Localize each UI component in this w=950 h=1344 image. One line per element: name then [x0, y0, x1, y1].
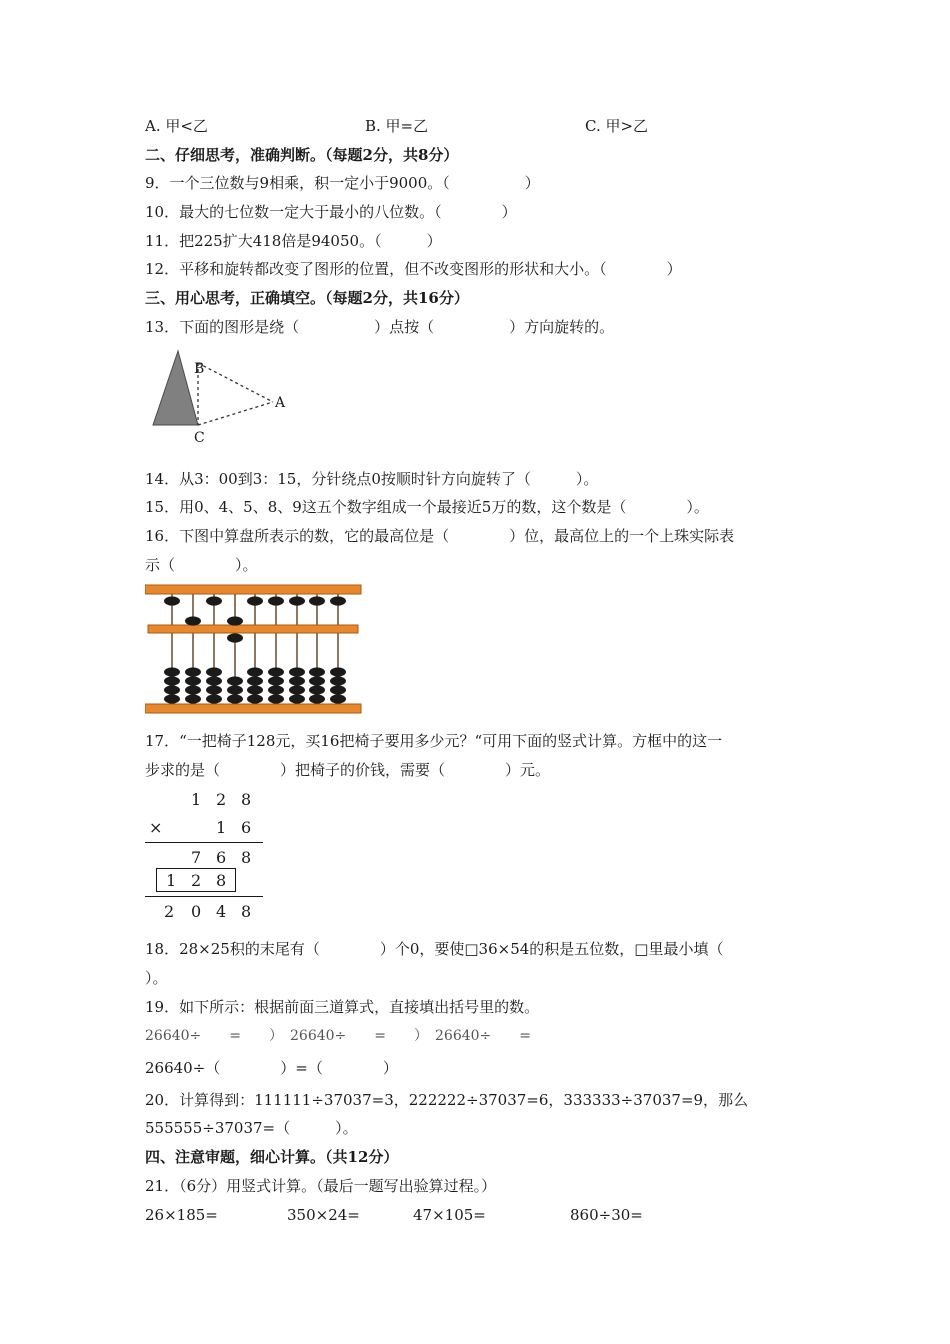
question-11: 11．把225扩大418倍是94050。（ ）	[145, 232, 442, 250]
abacus-bead	[247, 596, 263, 605]
abacus-bead	[164, 596, 180, 605]
digit: 7	[191, 848, 202, 867]
question-21: 21．（6分）用竖式计算。（最后一题写出验算过程。）	[145, 1177, 497, 1195]
q19-equation-d: 26640÷（ ）=（ ）	[145, 1059, 398, 1077]
question-20-line1: 20．计算得到：111111÷37037=3，222222÷37037=6，333333÷37037=9，那么	[145, 1091, 749, 1109]
q19-equation-a: 26640÷ = ）	[145, 1028, 283, 1044]
abacus-bead	[164, 676, 180, 685]
digit: 2	[164, 902, 175, 921]
digit: 8	[241, 902, 252, 921]
section4-title: 四、注意审题，细心计算。（共12分）	[145, 1148, 399, 1166]
label-c: C	[194, 430, 205, 446]
digit: 8	[216, 871, 227, 890]
abacus-bead	[289, 694, 305, 703]
abacus-bead	[185, 616, 201, 625]
abacus-bead	[227, 616, 243, 625]
section3-title: 三、用心思考，正确填空。（每题2分，共16分）	[145, 289, 469, 307]
abacus-bead	[227, 633, 243, 642]
dashed-edge-ba	[198, 363, 273, 402]
abacus-bead	[206, 676, 222, 685]
abacus-bead	[164, 694, 180, 703]
abacus-bead	[185, 676, 201, 685]
abacus-bead	[185, 685, 201, 694]
question-16-line2: 示（ ）。	[145, 556, 258, 574]
option-b: B. 甲=乙	[365, 117, 429, 135]
abacus-middle-beam	[148, 625, 358, 633]
digit: 6	[216, 848, 227, 867]
abacus-bead	[247, 694, 263, 703]
abacus-figure	[145, 582, 363, 718]
digit: 6	[241, 818, 252, 837]
abacus-bead	[185, 694, 201, 703]
option-a: A. 甲<乙	[145, 117, 208, 135]
question-14: 14．从3：00到3：15，分针绕点0按顺时针方向旋转了（ ）。	[145, 470, 599, 488]
abacus-bead	[330, 596, 346, 605]
digit: 1	[216, 818, 227, 837]
sum-line	[145, 896, 263, 897]
digit: 2	[191, 871, 202, 890]
abacus-bead	[289, 676, 305, 685]
abacus-bead	[268, 685, 284, 694]
digit: 1	[166, 871, 177, 890]
abacus-bead	[330, 694, 346, 703]
question-17-line2: 步求的是（ ）把椅子的价钱，需要（ ）元。	[145, 761, 551, 779]
question-12: 12．平移和旋转都改变了图形的位置，但不改变图形的形状和大小。（ ）	[145, 260, 682, 278]
abacus-bead	[289, 685, 305, 694]
abacus-bead	[227, 676, 243, 685]
question-10: 10．最大的七位数一定大于最小的八位数。（ ）	[145, 203, 517, 221]
digit: 0	[191, 902, 202, 921]
question-18-line2: ）。	[145, 969, 168, 987]
question-20-line2: 555555÷37037=（ ）。	[145, 1119, 358, 1137]
multiply-sign: ×	[149, 818, 163, 837]
abacus-bead	[227, 694, 243, 703]
digit: 4	[216, 902, 227, 921]
question-9: 9．一个三位数与9相乘，积一定小于9000。（ ）	[145, 174, 540, 192]
abacus-bead	[247, 685, 263, 694]
q19-equation-c: 26640÷ =	[435, 1028, 531, 1044]
abacus-bead	[164, 667, 180, 676]
product-line	[145, 842, 263, 843]
vertical-multiplication	[145, 788, 265, 923]
abacus-bead	[268, 694, 284, 703]
abacus-bead	[268, 596, 284, 605]
abacus-bead	[206, 596, 222, 605]
abacus-bead	[330, 667, 346, 676]
digit: 1	[191, 790, 202, 809]
abacus-bead	[309, 694, 325, 703]
calc-3: 47×105=	[413, 1206, 486, 1224]
question-17-line1: 17．“一把椅子128元，买16把椅子要用多少元？“可用下面的竖式计算。方框中的这一	[145, 732, 723, 750]
question-19: 19．如下所示：根据前面三道算式，直接填出括号里的数。	[145, 998, 540, 1016]
label-a: A	[275, 395, 286, 411]
abacus-bottom-bar	[145, 704, 361, 713]
abacus-bead	[309, 676, 325, 685]
gray-triangle	[153, 351, 198, 425]
abacus-bead	[206, 667, 222, 676]
digit: 8	[241, 790, 252, 809]
abacus-bead	[289, 667, 305, 676]
question-16-line1: 16．下图中算盘所表示的数，它的最高位是（ ）位，最高位上的一个上珠实际表	[145, 527, 735, 545]
rotation-figure	[145, 345, 305, 450]
dashed-edge-ca	[198, 402, 273, 425]
abacus-top-bar	[145, 585, 361, 594]
abacus-bead	[330, 676, 346, 685]
section2-title: 二、仔细思考，准确判断。（每题2分，共8分）	[145, 146, 459, 164]
abacus-bead	[330, 685, 346, 694]
q19-equation-b: 26640÷ = ）	[290, 1028, 428, 1044]
abacus-bead	[247, 676, 263, 685]
abacus-bead	[227, 685, 243, 694]
abacus-bead	[164, 685, 180, 694]
label-b: B	[194, 361, 205, 377]
abacus-bead	[206, 694, 222, 703]
abacus-bead	[309, 685, 325, 694]
digit: 8	[241, 848, 252, 867]
abacus-bead	[289, 596, 305, 605]
option-c: C. 甲>乙	[585, 117, 649, 135]
abacus-bead	[268, 667, 284, 676]
calc-1: 26×185=	[145, 1206, 218, 1224]
abacus-bead	[268, 676, 284, 685]
abacus-bead	[206, 685, 222, 694]
calc-4: 860÷30=	[570, 1206, 643, 1224]
question-15: 15．用0、4、5、8、9这五个数字组成一个最接近5万的数，这个数是（ ）。	[145, 498, 709, 516]
abacus-bead	[247, 667, 263, 676]
digit: 2	[216, 790, 227, 809]
calc-2: 350×24=	[287, 1206, 360, 1224]
abacus-bead	[309, 667, 325, 676]
abacus-bead	[309, 596, 325, 605]
question-13: 13．下面的图形是绕（ ）点按（ ）方向旋转的。	[145, 318, 615, 336]
question-18-line1: 18．28×25积的末尾有（ ）个0，要使□36×54的积是五位数，□里最小填（	[145, 940, 724, 958]
abacus-bead	[185, 667, 201, 676]
